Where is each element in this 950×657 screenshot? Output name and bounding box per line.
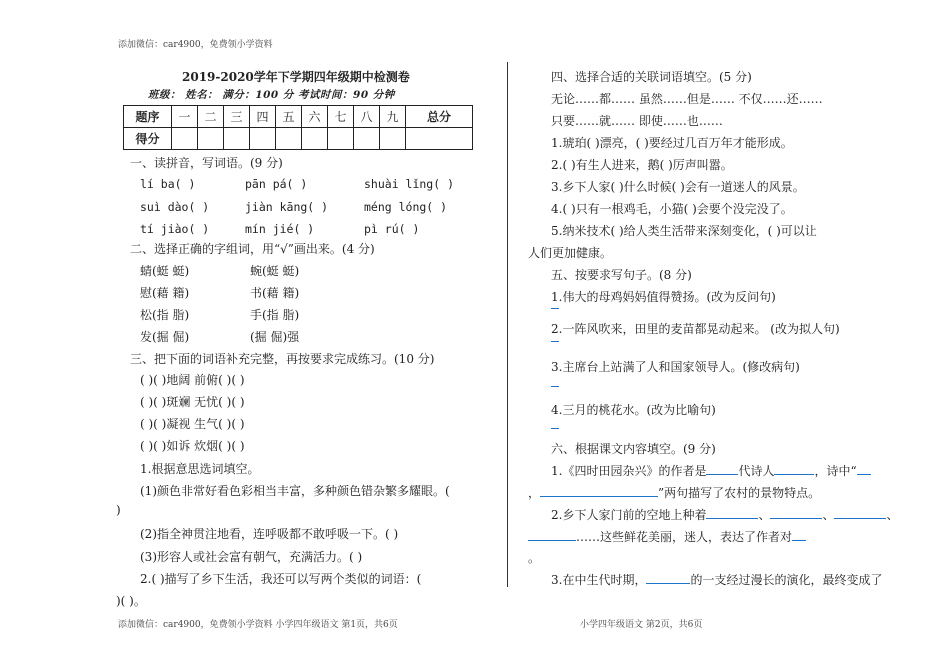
conjunction-options-2: 只要……就…… 即使……也……	[551, 114, 723, 128]
score-cell[interactable]	[380, 128, 406, 150]
poem-question-text: 代诗人	[738, 464, 775, 478]
choice-item: 书(藉 籍)	[250, 286, 300, 300]
score-cell[interactable]	[250, 128, 276, 150]
conjunction-item: 3.乡下人家( )什么时候( )会有一道迷人的风景。	[551, 180, 805, 194]
question-1a-cont: )	[116, 503, 121, 517]
poet-blank[interactable]	[774, 464, 814, 475]
pinyin-item: lí ba( )	[140, 177, 196, 191]
score-header-cell: 题序	[124, 106, 172, 128]
choice-item: (掘 倔)强	[250, 330, 300, 344]
flowers-question-line-2	[528, 528, 806, 545]
pinyin-item: tí jiào( )	[140, 222, 210, 236]
conjunction-item: 2.( )有生人进来，鹅( )厉声叫嚣。	[551, 158, 733, 172]
choice-item: 蜿(蜓 蜓)	[250, 264, 300, 278]
poem-question-line	[551, 462, 871, 479]
fill-row: ( )( )如诉 炊烟( )( )	[140, 439, 245, 453]
choice-item: 手(指 脂)	[250, 308, 300, 322]
top-watermark: 添加微信：car4900，免费领小学资料	[118, 40, 273, 50]
score-cell[interactable]	[276, 128, 302, 150]
dinosaur-question-text: 的一支经过漫长的演化，最终变成了	[690, 573, 883, 587]
pinyin-item: mín jié( )	[245, 222, 315, 236]
flowers-question-line	[551, 506, 899, 523]
exam-title: 2019-2020学年下学期四年级期中检测卷	[182, 70, 410, 84]
separator: 、	[886, 508, 899, 522]
score-table-score-row	[124, 128, 473, 150]
question-2-cont: )( )。	[116, 594, 146, 608]
answer-line[interactable]	[551, 428, 559, 429]
score-header-cell: 九	[380, 106, 406, 128]
question-1b: (2)指全神贯注地看，连呼吸都不敢呼吸一下。( )	[140, 527, 399, 541]
dinosaur-blank[interactable]	[646, 573, 690, 584]
choice-item: 慰(藉 籍)	[140, 286, 190, 300]
flower-blank[interactable]	[528, 530, 576, 541]
dinosaur-question-text: 3.在中生代时期，	[551, 573, 647, 587]
score-cell[interactable]	[354, 128, 380, 150]
dinosaur-question-line	[551, 571, 882, 588]
section-5-title: 五、按要求写句子。(8 分)	[551, 268, 692, 282]
sentence-task: 4.三月的桃花水。(改为比喻句)	[551, 403, 716, 417]
pinyin-item: shuài lǐng( )	[364, 177, 455, 191]
flower-blank[interactable]	[770, 508, 822, 519]
score-table	[123, 105, 473, 150]
choice-item: 蜻(蜓 蜓)	[140, 264, 190, 278]
score-cell[interactable]	[172, 128, 198, 150]
score-table-header-row	[124, 106, 473, 128]
pinyin-item: pì rú( )	[364, 222, 420, 236]
conjunction-item-cont: 人们更加健康。	[528, 246, 613, 260]
fill-row: ( )( )地阔 前俯( )( )	[140, 373, 245, 387]
question-1c: (3)形容人或社会富有朝气，充满活力。( )	[140, 550, 363, 564]
conjunction-item: 4.( )只有一根鸡毛，小猫( )会要个没完没了。	[551, 202, 793, 216]
flower-blank[interactable]	[706, 508, 758, 519]
score-header-cell: 六	[302, 106, 328, 128]
score-header-cell: 四	[250, 106, 276, 128]
verse-blank[interactable]	[857, 464, 871, 475]
exam-info-line: 班级： 姓名： 满分：100 分 考试时间：90 分钟	[148, 89, 395, 101]
page-divider	[507, 62, 508, 587]
answer-line[interactable]	[551, 341, 559, 342]
feeling-blank[interactable]	[792, 530, 806, 541]
flower-blank[interactable]	[834, 508, 886, 519]
pinyin-item: suì dào( )	[140, 200, 210, 214]
section-1-title: 一、读拼音，写词语。(9 分)	[130, 156, 283, 170]
poem-question-text: ，诗中“	[814, 464, 857, 478]
score-header-cell: 五	[276, 106, 302, 128]
section-6-title: 六、根据课文内容填空。(9 分)	[551, 442, 716, 456]
separator: 、	[758, 508, 771, 522]
conjunction-item: 5.纳米技术( )给人类生活带来深刻变化，( )可以让	[551, 224, 817, 238]
author-blank[interactable]	[706, 464, 738, 475]
choice-item: 松(指 脂)	[140, 308, 190, 322]
answer-line[interactable]	[551, 386, 559, 387]
score-cell[interactable]	[406, 128, 473, 150]
score-row-label: 得分	[124, 128, 172, 150]
separator: 、	[822, 508, 835, 522]
question-1: 1.根据意思选词填空。	[140, 462, 260, 476]
question-1a: (1)颜色非常好看色彩相当丰富，多种颜色错杂繁多耀眼。(	[140, 484, 450, 498]
sentence-task: 1.伟大的母鸡妈妈值得赞扬。(改为反问句)	[551, 290, 776, 304]
separator: ……	[576, 530, 600, 544]
score-cell[interactable]	[328, 128, 354, 150]
footer-left: 添加微信：car4900，免费领小学资料 小学四年级语文 第1页，共6页	[118, 620, 398, 630]
score-header-cell: 八	[354, 106, 380, 128]
section-3-title: 三、把下面的词语补充完整，再按要求完成练习。(10 分)	[130, 352, 435, 366]
poem-question-text: ”两句描写了农村的景物特点。	[658, 486, 821, 500]
sentence-task: 3.主席台上站满了人和国家领导人。(修改病句)	[551, 360, 800, 374]
question-2: 2.( )描写了乡下生活，我还可以写两个类似的词语：(	[140, 572, 422, 586]
footer-right: 小学四年级语文 第2页，共6页	[580, 620, 703, 630]
score-header-cell: 三	[224, 106, 250, 128]
flowers-question-end: 。	[528, 551, 541, 565]
fill-row: ( )( )凝视 生气( )( )	[140, 417, 245, 431]
fill-row: ( )( )斑斓 无忧( )( )	[140, 395, 245, 409]
flowers-question-text: 2.乡下人家门前的空地上种着	[551, 508, 707, 522]
choice-item: 发(掘 倔)	[140, 330, 190, 344]
sentence-task: 2.一阵风吹来，田里的麦苗都晃动起来。 (改为拟人句)	[551, 322, 840, 336]
pinyin-item: méng lóng( )	[364, 200, 448, 214]
score-header-cell: 七	[328, 106, 354, 128]
conjunction-options-1: 无论……都…… 虽然……但是…… 不仅……还……	[551, 92, 823, 106]
poem-question-text: 1.《四时田园杂兴》的作者是	[551, 464, 707, 478]
score-header-cell: 二	[198, 106, 224, 128]
verse-blank[interactable]	[540, 486, 658, 497]
answer-line[interactable]	[551, 308, 559, 309]
section-2-title: 二、选择正确的字组词，用“√”画出来。(4 分)	[130, 242, 375, 256]
conjunction-item: 1.琥珀( )漂亮，( )要经过几百万年才能形成。	[551, 136, 793, 150]
flowers-question-text: 这些鲜花美丽，迷人，表达了作者对	[600, 530, 793, 544]
score-cell[interactable]	[198, 128, 224, 150]
poem-question-text: ，	[528, 486, 541, 500]
pinyin-item: pān pá( )	[245, 177, 308, 191]
score-header-cell: 总分	[406, 106, 473, 128]
score-cell[interactable]	[224, 128, 250, 150]
poem-question-line-2	[528, 484, 820, 501]
score-header-cell: 一	[172, 106, 198, 128]
pinyin-item: jiàn kāng( )	[245, 200, 329, 214]
section-4-title: 四、选择合适的关联词语填空。(5 分)	[551, 70, 752, 84]
score-cell[interactable]	[302, 128, 328, 150]
